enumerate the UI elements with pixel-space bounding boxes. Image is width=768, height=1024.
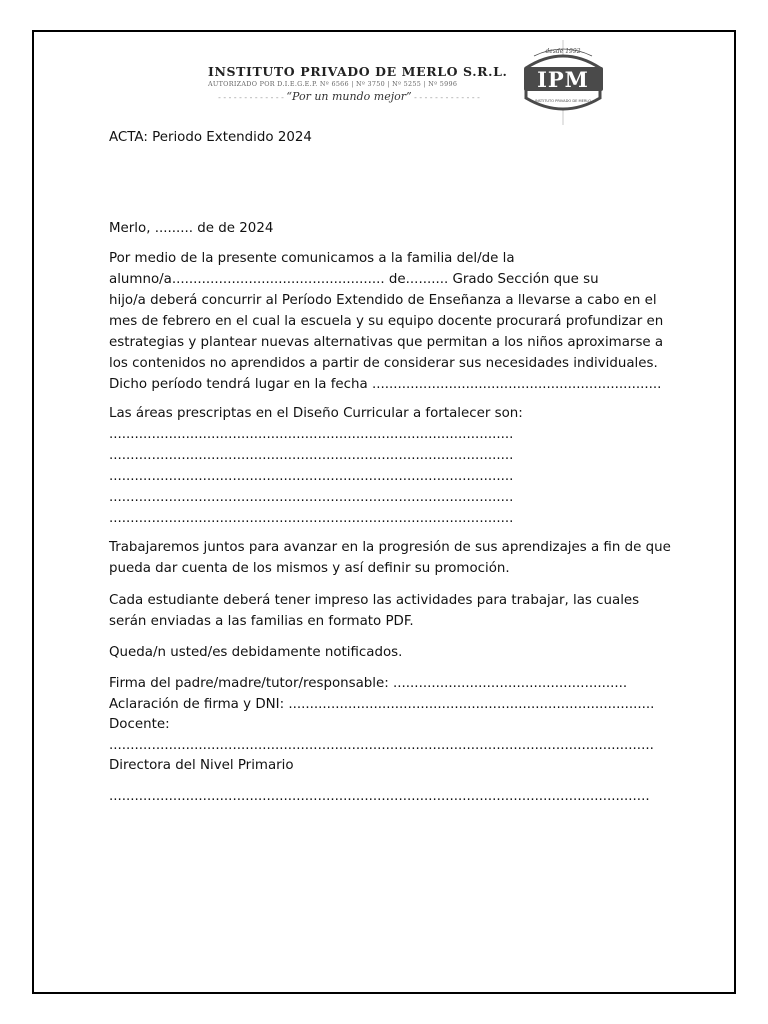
notified-line: Queda/n usted/es debidamente notificados. — [109, 645, 403, 660]
date-line: Merlo, ......... de de 2024 — [109, 221, 274, 236]
final-signature-line: ............................................................................................................................... — [109, 789, 650, 804]
signature-line: Directora del Nivel Primario — [109, 758, 294, 773]
para1-line: estrategias y plantear nuevas alternativas que permitan a los niños aproximarse a — [109, 335, 664, 350]
para1-line: hijo/a deberá concurrir al Período Extendido de Enseñanza a llevarse a cabo en el — [109, 293, 657, 308]
para1-line: Por medio de la presente comunicamos a la familia del/de la — [109, 251, 515, 266]
signature-line: Aclaración de firma y DNI: ...................................................................................... — [109, 697, 655, 712]
para1-line: Dicho período tendrá lugar en la fecha .................................................................... — [109, 377, 662, 392]
para1-line: los contenidos no aprendidos a partir de considerar sus necesidades individuales. — [109, 356, 658, 371]
area-blank-line: ............................................................................................... — [109, 469, 514, 484]
area-blank-line: ............................................................................................... — [109, 511, 514, 526]
area-blank-line: ............................................................................................... — [109, 427, 514, 442]
svg-text:IPM: IPM — [537, 67, 589, 92]
svg-text:desde 1992: desde 1992 — [545, 48, 581, 55]
ipm-seal-logo — [516, 40, 611, 125]
svg-text:INSTITUTO PRIVADO DE MERLO: INSTITUTO PRIVADO DE MERLO — [534, 99, 592, 103]
signature-line: Firma del padre/madre/tutor/responsable: ....................................................... — [109, 676, 628, 691]
institution-motto: - - - - - - - - - - - - - “Por un mundo mejor” - - - - - - - - - - - - - — [218, 90, 480, 103]
signature-line: Docente: — [109, 717, 170, 732]
signature-line: ................................................................................................................................ — [109, 738, 654, 753]
institution-name: INSTITUTO PRIVADO DE MERLO S.R.L. — [208, 64, 508, 79]
para1-line: mes de febrero en el cual la escuela y su equipo docente procurará profundizar en — [109, 314, 664, 329]
area-blank-line: ............................................................................................... — [109, 490, 514, 505]
para2-line: pueda dar cuenta de los mismos y así definir su promoción. — [109, 561, 510, 576]
area-blank-line: ............................................................................................... — [109, 448, 514, 463]
para3-line: serán enviadas a las familias en formato PDF. — [109, 614, 414, 629]
acta-title: ACTA: Periodo Extendido 2024 — [109, 130, 312, 145]
para1-line: alumno/a.................................................. de.......... Grado Sección que su — [109, 272, 599, 287]
institution-authorization: AUTORIZADO POR D.I.E.G.E.P. Nº 6566 | Nº 3750 | Nº 5255 | Nº 5996 — [208, 80, 458, 88]
para2-line: Trabajaremos juntos para avanzar en la progresión de sus aprendizajes a fin de que — [109, 540, 671, 555]
areas-heading: Las áreas prescriptas en el Diseño Curricular a fortalecer son: — [109, 406, 523, 421]
para3-line: Cada estudiante deberá tener impreso las actividades para trabajar, las cuales — [109, 593, 640, 608]
